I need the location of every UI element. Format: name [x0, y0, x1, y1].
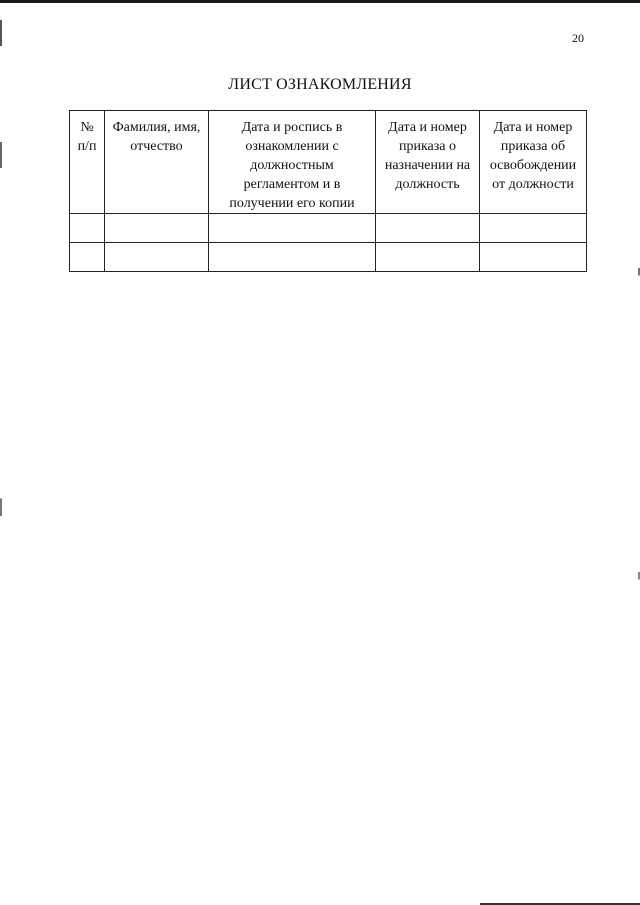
- header-line: должностным: [250, 158, 334, 173]
- header-line: регламентом и в: [243, 177, 341, 192]
- table-cell: [209, 243, 376, 272]
- header-line: Дата и номер: [388, 120, 467, 135]
- header-acknowledgement-signature: [209, 111, 376, 214]
- header-line: приказа об: [500, 139, 566, 154]
- header-line: назначении на: [384, 158, 471, 173]
- header-line: приказа о: [398, 139, 457, 154]
- table-cell: [480, 243, 587, 272]
- scan-edge-left: [0, 20, 2, 890]
- header-line: п/п: [77, 139, 97, 154]
- table-cell: [70, 243, 105, 272]
- table-cell: [376, 214, 480, 243]
- table-cell: [209, 214, 376, 243]
- table-cell: [480, 214, 587, 243]
- header-appointment-order: [376, 111, 480, 214]
- acknowledgement-table: [69, 110, 587, 272]
- header-line: Фамилия, имя,: [112, 120, 201, 135]
- header-line: Дата и номер: [493, 120, 573, 135]
- header-dismissal-order: [480, 111, 587, 214]
- table-cell: [70, 214, 105, 243]
- page-number: 20: [572, 31, 584, 45]
- table-header-row: [70, 111, 587, 214]
- header-full-name: [105, 111, 209, 214]
- header-line: Дата и роспись в: [241, 120, 343, 135]
- header-line: освобождении: [489, 158, 577, 173]
- header-line: ознакомлении с: [245, 139, 339, 154]
- header-line: получении его копии: [229, 196, 355, 211]
- header-line: №: [80, 120, 94, 135]
- header-number: [70, 111, 105, 214]
- table-cell: [105, 214, 209, 243]
- table-row: [70, 243, 587, 272]
- header-line: должность: [395, 177, 460, 192]
- table-row: [70, 214, 587, 243]
- header-line: от должности: [492, 177, 574, 192]
- page-title: ЛИСТ ОЗНАКОМЛЕНИЯ: [228, 76, 412, 93]
- table-cell: [376, 243, 480, 272]
- scan-edge-top: [0, 0, 640, 3]
- header-line: отчество: [130, 139, 183, 154]
- table-cell: [105, 243, 209, 272]
